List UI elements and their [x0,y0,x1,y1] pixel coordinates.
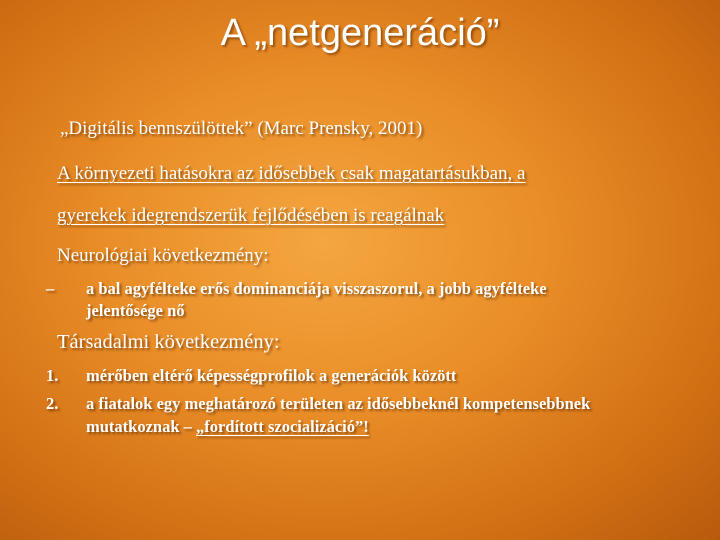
slide-title: A „netgeneráció” [220,12,500,54]
social-item-2-line-2 [86,417,369,437]
neuro-item-line-1: a bal agyfélteke erős dominanciája visszaszorul, a jobb agyfélteke [86,279,547,298]
neuro-item-line-2: jelentősége nő [86,301,185,320]
underlined-statement-line-1: A környezeti hatásokra az idősebbek csak magatartásukban, a [57,163,526,184]
reverse-socialization-term: „fordított szocializáció”! [196,417,369,436]
social-item-2-marker: 2. [46,394,59,413]
social-item-1-marker: 1. [46,366,59,385]
social-item-2-line-2-prefix: mutatkoznak – [86,417,197,436]
social-item-1-text: mérőben eltérő képességprofilok a generációk között [86,366,457,385]
social-heading: Társadalmi következmény: [57,331,280,353]
underlined-statement-line-2: gyerekek idegrendszerük fejlődésében is reagálnak [57,205,445,226]
neurological-heading: Neurológiai következmény: [57,245,269,266]
social-item-2-line-1: a fiatalok egy meghatározó területen az idősebbeknél kompetensebbnek [86,394,591,413]
neuro-dash-marker: – [46,279,55,298]
subtitle: „Digitális bennszülöttek” (Marc Prensky, 2001) [60,118,423,139]
